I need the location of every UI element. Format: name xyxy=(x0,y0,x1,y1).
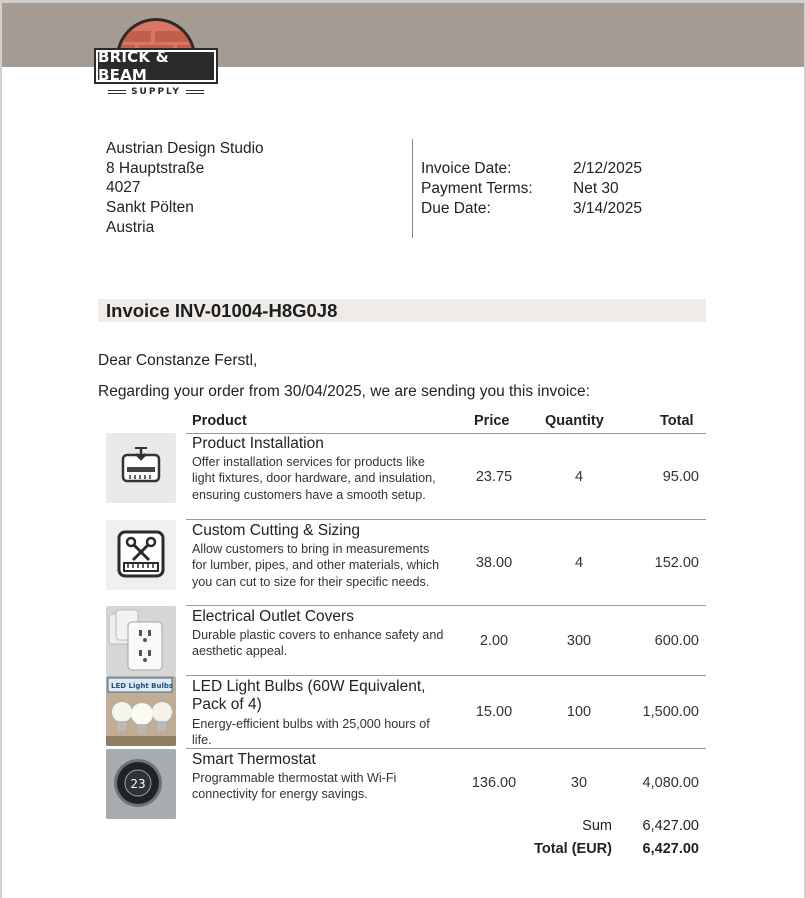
cutting-icon xyxy=(106,520,176,590)
recipient-country: Austria xyxy=(106,218,155,236)
recipient-company: Austrian Design Studio xyxy=(106,140,264,157)
row-4-total: 1,500.00 xyxy=(642,704,699,720)
row-divider xyxy=(186,748,706,749)
svg-text:23: 23 xyxy=(130,777,146,791)
row-5-price: 136.00 xyxy=(471,775,517,791)
meta-payment-terms: Payment Terms: Net 30 xyxy=(421,180,619,197)
row-5-description: Programmable thermostat with Wi-Fi connectivity for energy savings. xyxy=(192,771,397,802)
row-4-quantity: 100 xyxy=(566,704,592,720)
invoice-meta xyxy=(421,159,642,219)
row-1-description: Offer installation services for products like light fixtures, door hardware, and insulation, ensuring customers have a smooth setup. xyxy=(192,455,436,502)
header-divider xyxy=(186,433,706,434)
row-2-quantity: 4 xyxy=(574,555,584,571)
intro-text: Regarding your order from 30/04/2025, we are sending you this invoice: xyxy=(98,383,590,400)
row-4-description: Energy-efficient bulbs with 25,000 hours of life. xyxy=(192,717,430,748)
row-1-total: 95.00 xyxy=(662,469,699,485)
light-bulb-icon xyxy=(106,676,176,746)
row-2-price: 38.00 xyxy=(475,555,513,571)
row-2-name: Custom Cutting & Sizing xyxy=(192,522,360,539)
row-5-name: Smart Thermostat xyxy=(192,751,316,768)
svg-text:LED Light Bulbs: LED Light Bulbs xyxy=(111,682,174,690)
row-1-price: 23.75 xyxy=(475,469,513,485)
row-3-name: Electrical Outlet Covers xyxy=(192,608,354,625)
sum-value: 6,427.00 xyxy=(642,818,699,834)
logo-wordmark: BRICK & BEAM xyxy=(98,48,169,84)
sum-label: Sum xyxy=(582,818,612,834)
recipient-address xyxy=(106,139,264,238)
header-product: Product xyxy=(192,413,247,429)
recipient-city: Sankt Pölten xyxy=(106,199,194,217)
address-divider xyxy=(412,139,413,238)
logo-wordmark-box xyxy=(96,50,216,82)
row-3-price: 2.00 xyxy=(479,633,509,649)
greeting: Dear Constanze Ferstl, xyxy=(98,352,258,369)
row-divider xyxy=(186,519,706,520)
row-2-total: 152.00 xyxy=(654,555,699,571)
thermostat-icon xyxy=(106,749,176,819)
logo-tagline-row xyxy=(96,87,216,97)
row-4-name: LED Light Bulbs (60W Equivalent, Pack of 4) xyxy=(192,678,426,713)
header-quantity: Quantity xyxy=(545,413,604,429)
row-4-price: 15.00 xyxy=(475,704,513,720)
row-5-quantity: 30 xyxy=(570,775,588,791)
row-divider xyxy=(186,605,706,606)
total-label: Total (EUR) xyxy=(534,841,612,857)
row-3-description: Durable plastic covers to enhance safety and aesthetic appeal. xyxy=(192,628,444,659)
header-total: Total xyxy=(660,413,694,429)
row-3-total: 600.00 xyxy=(654,633,699,649)
header-price: Price xyxy=(474,413,510,429)
row-1-quantity: 4 xyxy=(574,469,584,485)
row-2-description: Allow customers to bring in measurements for lumber, pipes, and other materials, which you can cut to size for their specific needs. xyxy=(192,542,440,589)
invoice-title: Invoice INV-01004-H8G0J8 xyxy=(106,300,338,321)
meta-invoice-date: Invoice Date: 2/12/2025 xyxy=(421,160,642,177)
total-value: 6,427.00 xyxy=(642,841,699,857)
logo-tagline: SUPPLY xyxy=(131,87,181,97)
row-5-total: 4,080.00 xyxy=(642,775,699,791)
meta-due-date: Due Date: 3/14/2025 xyxy=(421,200,642,217)
recipient-postcode: 4027 xyxy=(106,179,141,197)
row-3-quantity: 300 xyxy=(566,633,592,649)
installation-icon xyxy=(106,433,176,503)
row-1-name: Product Installation xyxy=(192,435,324,452)
row-divider xyxy=(186,675,706,676)
recipient-street: 8 Hauptstraße xyxy=(106,159,205,177)
brand-logo xyxy=(96,18,218,104)
outlet-cover-icon xyxy=(106,606,176,676)
